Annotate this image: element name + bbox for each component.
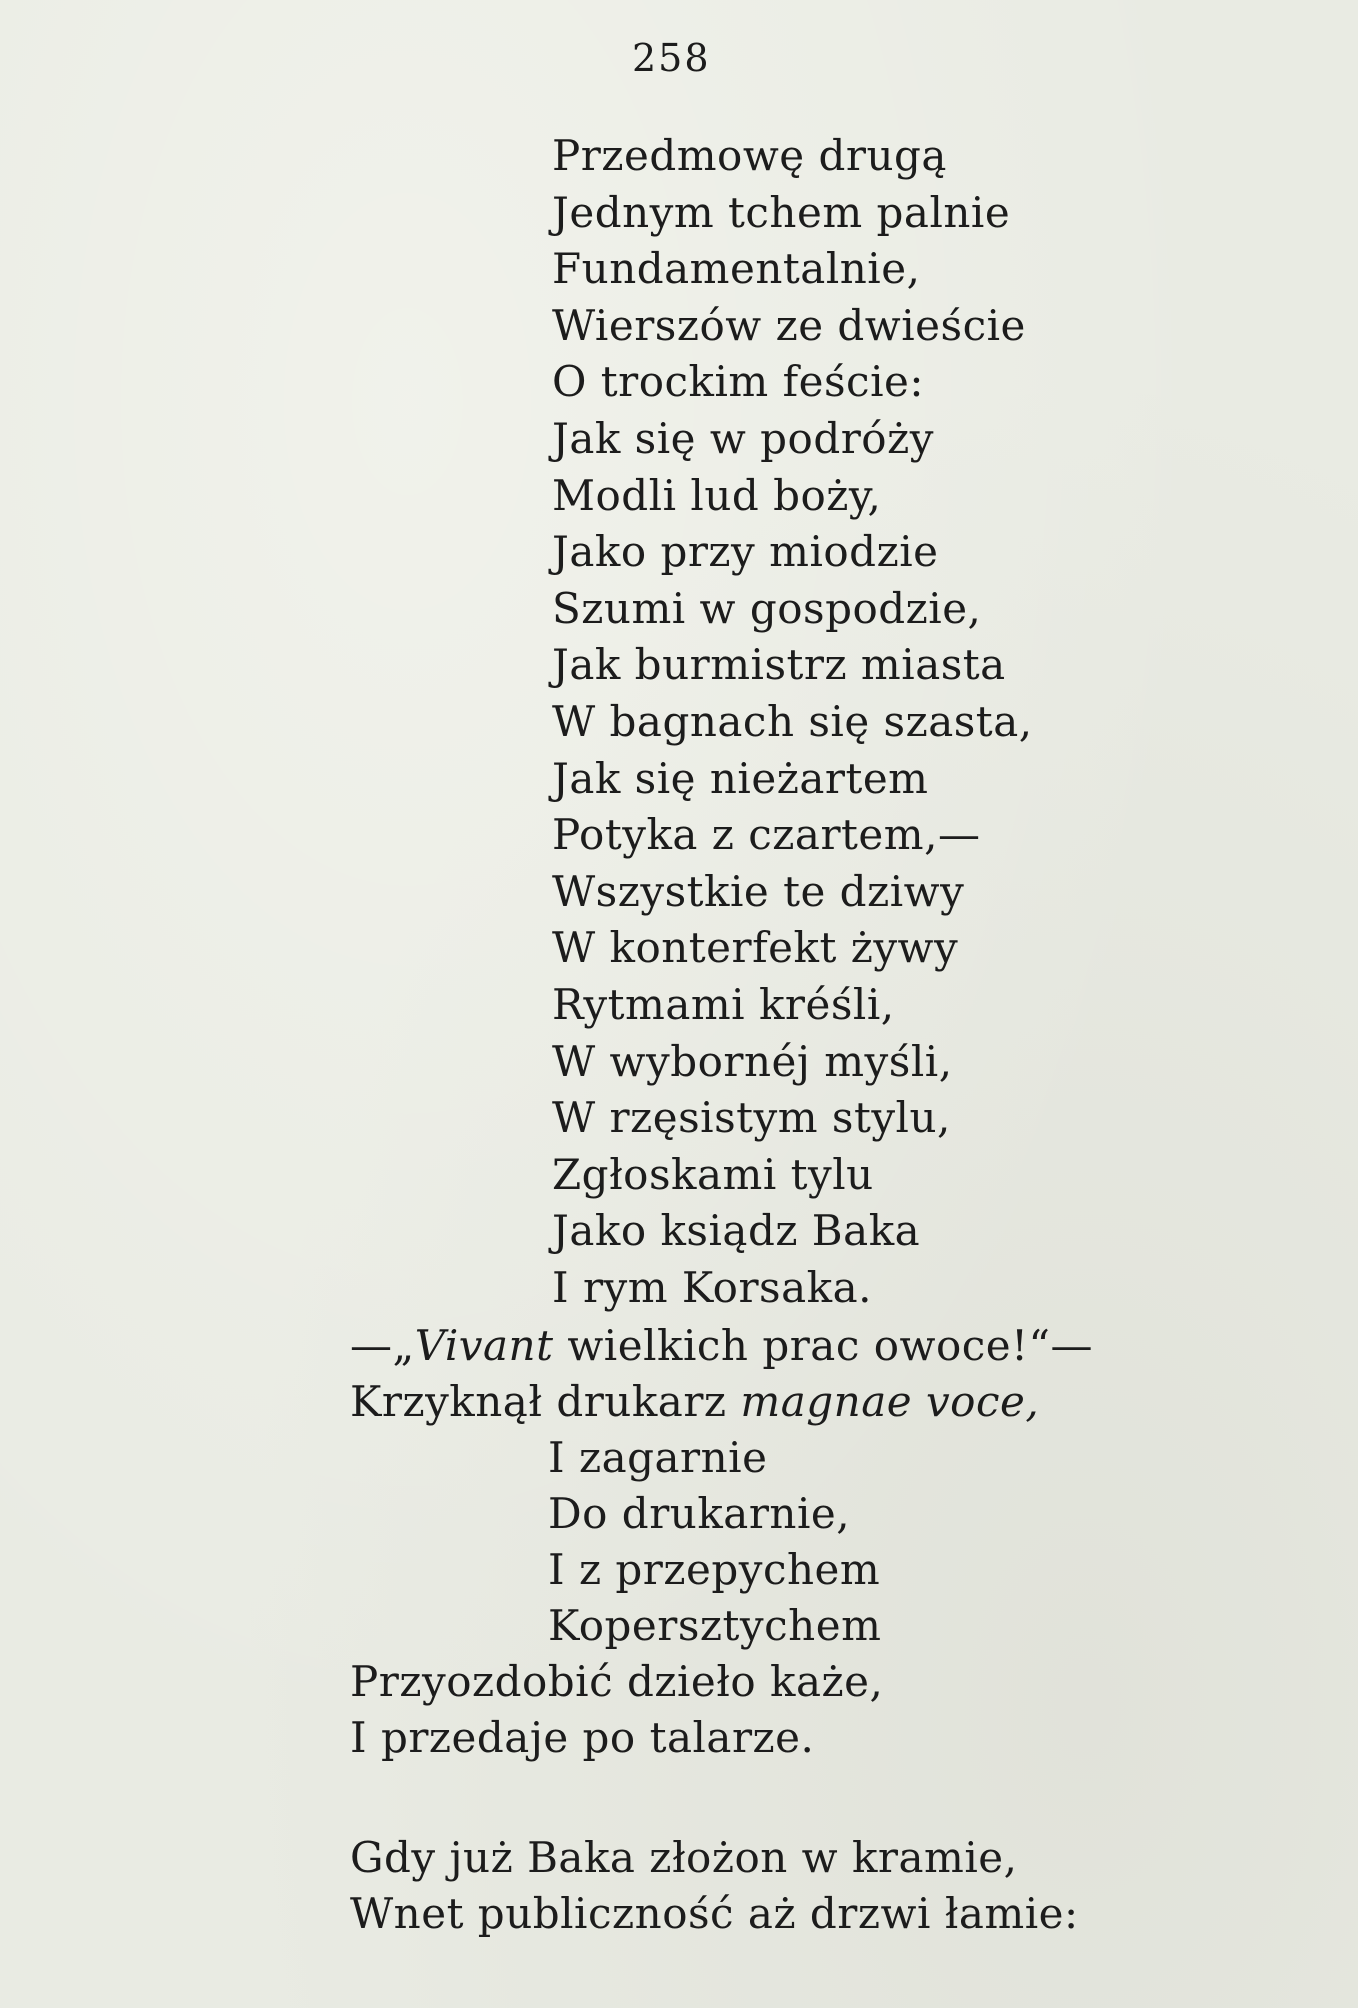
latin-phrase: magnae voce, bbox=[740, 1377, 1040, 1426]
verse-line: Zgłoskami tylu bbox=[552, 1149, 874, 1199]
verse-line: Jednym tchem palnie bbox=[552, 187, 1011, 237]
verse-line: I rym Korsaka. bbox=[552, 1262, 872, 1312]
verse-line: W bagnach się szasta, bbox=[552, 696, 1033, 746]
latin-word: Vivant bbox=[414, 1321, 554, 1370]
stanza-2 bbox=[350, 1318, 1093, 1766]
verse-line: Wnet publiczność aż drzwi łamie: bbox=[350, 1889, 1079, 1938]
verse-line: Wszystkie te dziwy bbox=[552, 866, 965, 916]
verse-line: Jako ksiądz Baka bbox=[552, 1206, 921, 1256]
stanza-3 bbox=[350, 1830, 1079, 1942]
verse-text: —„ bbox=[350, 1321, 415, 1370]
verse-line: Przedmowę drugą bbox=[552, 131, 947, 180]
verse-line: Szumi w gospodzie, bbox=[552, 583, 982, 633]
verse-line: Gdy już Baka złożon w kramie, bbox=[350, 1833, 1018, 1882]
page-number: 258 bbox=[632, 36, 711, 80]
verse-line: Kopersztychem bbox=[548, 1601, 882, 1650]
verse-line: Potyka z czartem,— bbox=[552, 810, 981, 860]
verse-line: Jak się w podróży bbox=[552, 413, 934, 463]
verse-line: Jako przy miodzie bbox=[552, 527, 939, 577]
verse-line: I zagarnie bbox=[548, 1433, 768, 1482]
stanza-1 bbox=[552, 128, 1033, 1316]
verse-line: W wybornéj myśli, bbox=[552, 1036, 953, 1086]
verse-line: Modli lud boży, bbox=[552, 470, 882, 520]
verse-text: Krzyknął drukarz bbox=[350, 1377, 741, 1426]
verse-line: Do drukarnie, bbox=[548, 1489, 851, 1538]
verse-line: W konterfekt żywy bbox=[552, 923, 959, 973]
verse-line: Wierszów ze dwieście bbox=[552, 300, 1026, 350]
verse-line-vivant bbox=[350, 1318, 1093, 1374]
verse-line: Fundamentalnie, bbox=[552, 244, 921, 294]
verse-line: I z przepychem bbox=[548, 1545, 881, 1594]
verse-text: wielkich prac owoce!“— bbox=[553, 1321, 1093, 1370]
verse-line: W rzęsistym stylu, bbox=[552, 1093, 951, 1143]
verse-line: Rytmami kréśli, bbox=[552, 979, 895, 1029]
verse-line: Jak burmistrz miasta bbox=[552, 640, 1006, 690]
verse-line: Przyozdobić dzieło każe, bbox=[350, 1657, 884, 1706]
verse-line: O trockim feście: bbox=[552, 357, 925, 407]
verse-line: I przedaje po talarze. bbox=[350, 1713, 815, 1762]
verse-line: Jak się nieżartem bbox=[552, 753, 929, 803]
verse-line-magnae bbox=[350, 1374, 1093, 1430]
